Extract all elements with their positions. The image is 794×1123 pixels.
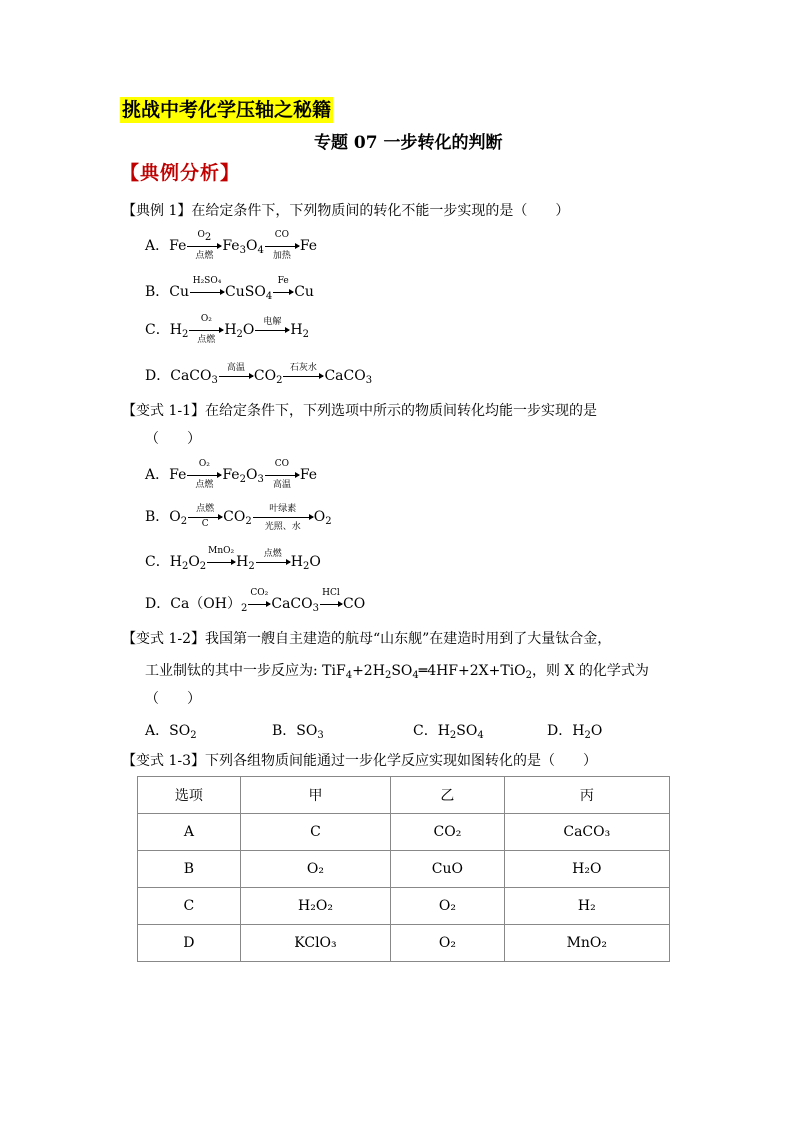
- q1-option-d[interactable]: D．CaCO$_3$ 高温 $CO_2$ 石灰水 CaCO$_3$: [145, 363, 373, 386]
- q2-option-a[interactable]: A．Fe O₂ 点燃 $Fe_2O_3$ CO 高温 Fe: [145, 459, 318, 490]
- q3-answer-paren: （ ）: [145, 691, 201, 707]
- reaction-arrow: O₂ 点燃: [189, 323, 223, 337]
- page-title: 专题 07 一步转化的判断: [314, 133, 503, 153]
- section-heading: 【典例分析】: [120, 162, 241, 184]
- table-cell: O₂: [391, 925, 504, 962]
- reaction-arrow: $O_2$ 点燃: [187, 239, 221, 253]
- table-header: 乙: [391, 777, 504, 814]
- table-header: 甲: [240, 777, 390, 814]
- q4-stem: 【变式 1-3】下列各组物质间能通过一步化学反应实现如图转化的是（ ）: [122, 753, 597, 769]
- options-table: [137, 776, 670, 962]
- q3-option-d[interactable]: D．$H_2O$: [547, 723, 603, 741]
- reaction-arrow: 点燃 C: [188, 510, 222, 524]
- table-cell: MnO₂: [504, 925, 669, 962]
- reaction-arrow: O₂ 点燃: [187, 468, 221, 482]
- table-header: 丙: [504, 777, 669, 814]
- q1-option-b[interactable]: B．Cu H₂SO₄ CuSO$_4$ Fe Cu: [145, 276, 314, 302]
- table-cell: CO₂: [391, 814, 504, 851]
- table-row: [138, 925, 670, 962]
- q1-option-a[interactable]: A．Fe $O_2$ 点燃 $Fe_3O_4$ CO 加热 Fe: [145, 230, 318, 261]
- q3-option-b[interactable]: B．$SO_3$: [272, 723, 324, 741]
- reaction-arrow: H₂SO₄: [190, 285, 224, 299]
- table-cell: A: [138, 814, 241, 851]
- table-row: [138, 851, 670, 888]
- q2-answer-paren: （ ）: [145, 431, 201, 447]
- table-row: [138, 888, 670, 925]
- reaction-arrow: MnO₂: [207, 555, 235, 569]
- table-cell: C: [138, 888, 241, 925]
- reaction-arrow: 高温: [219, 369, 253, 383]
- q2-option-c[interactable]: C．$H_2O_2$ MnO₂ $H_2$ 点燃 $H_2O$: [145, 546, 321, 572]
- reaction-arrow: 点燃: [256, 555, 290, 569]
- q1-option-c[interactable]: C．$H_2$ O₂ 点燃 $H_2O$ 电解 $H_2$: [145, 314, 309, 345]
- reaction-arrow: 电解: [255, 323, 289, 337]
- q2-option-b[interactable]: B．$O_2$ 点燃 C $CO_2$ 叶绿素 光照、水 $O_2$: [145, 504, 332, 532]
- q3-stem-line1: 【变式 1-2】我国第一艘自主建造的航母“山东舰”在建造时用到了大量钛合金，: [122, 631, 612, 647]
- banner-highlight: 挑战中考化学压轴之秘籍: [122, 99, 332, 121]
- reaction-arrow: Fe: [273, 285, 293, 299]
- table-cell: D: [138, 925, 241, 962]
- table-cell: H₂O: [504, 851, 669, 888]
- q1-stem: 【典例 1】在给定条件下，下列物质间的转化不能一步实现的是（ ）: [122, 203, 570, 219]
- table-cell: C: [240, 814, 390, 851]
- table-cell: H₂: [504, 888, 669, 925]
- table-cell: O₂: [240, 851, 390, 888]
- q3-option-a[interactable]: A．$SO_2$: [145, 723, 197, 741]
- q3-stem-line2: 工业制钛的其中一步反应为: $TiF_4+2H_2SO_4═4HF+2X+TiO_2$，则 X 的化学式为: [145, 663, 649, 681]
- table-cell: O₂: [391, 888, 504, 925]
- reaction-arrow: 叶绿素 光照、水: [253, 510, 313, 524]
- table-cell: CuO: [391, 851, 504, 888]
- reaction-arrow: 石灰水: [283, 369, 323, 383]
- reaction-arrow: CO₂: [248, 597, 270, 611]
- reaction-arrow: CO 高温: [265, 468, 299, 482]
- reaction-arrow: CO 加热: [265, 239, 299, 253]
- table-row: [138, 814, 670, 851]
- reaction-arrow: HCl: [320, 597, 342, 611]
- table-cell: CaCO₃: [504, 814, 669, 851]
- table-cell: H₂O₂: [240, 888, 390, 925]
- table-cell: B: [138, 851, 241, 888]
- q2-stem: 【变式 1-1】在给定条件下，下列选项中所示的物质间转化均能一步实现的是: [122, 403, 597, 419]
- table-header: 选项: [138, 777, 241, 814]
- q2-option-d[interactable]: D．$Ca(OH)_2$ CO₂ CaCO$_3$ HCl CO: [145, 588, 366, 614]
- q3-option-c[interactable]: C．$H_2SO_4$: [413, 723, 484, 741]
- table-cell: KClO₃: [240, 925, 390, 962]
